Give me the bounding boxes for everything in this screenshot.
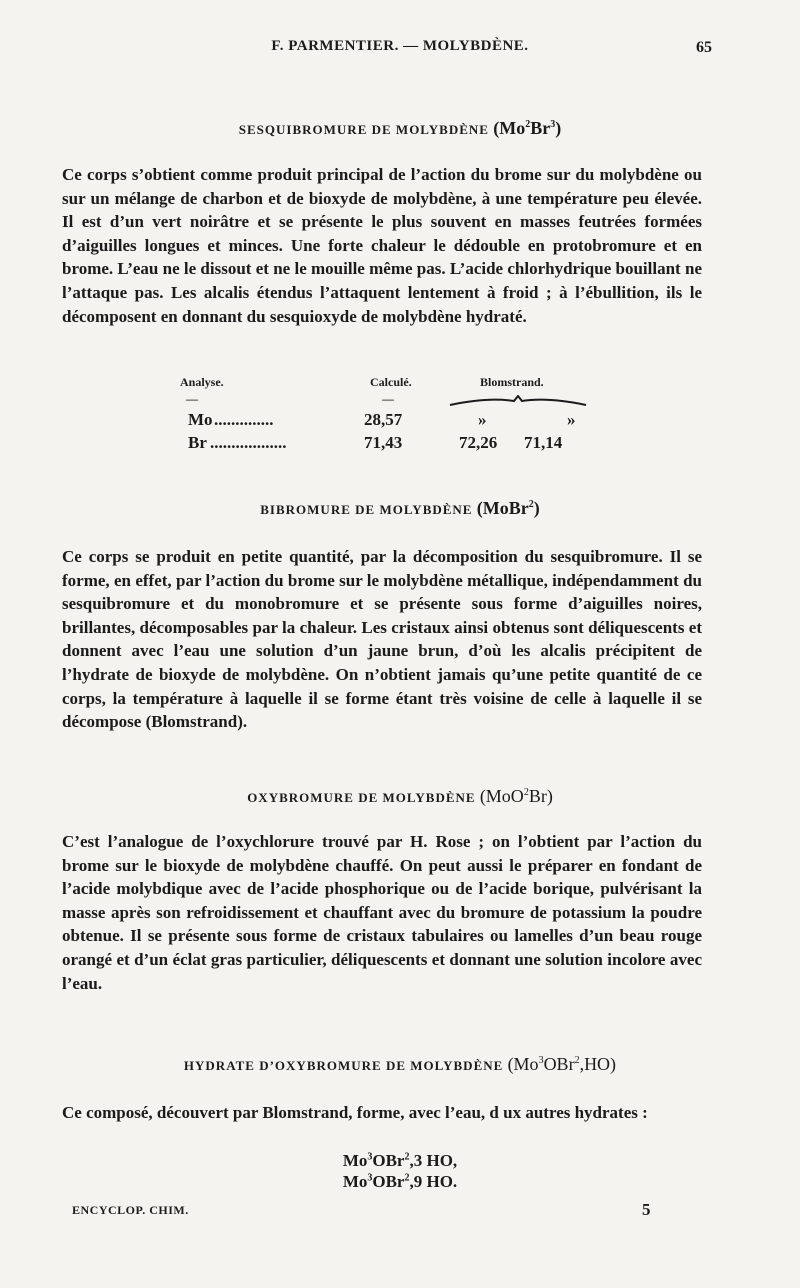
section-title-text: BIBROMURE DE MOLYBDÈNE [260, 502, 473, 517]
row-element: Br [188, 433, 207, 452]
section-title-text: HYDRATE D’OXYBROMURE DE MOLYBDÈNE [183, 1058, 504, 1073]
table-row [0, 410, 800, 432]
paragraph-sesquibromure: Ce corps s’obtient comme produit principal de l’action du brome sur du molybdène ou sur un mélange de charbon et de bioxyde de molybdène, à une température peu élevée. Il est d’un vert noirâtre et se présente le plus souvent en masses feutrées formées d’aiguilles longues et minces. Une forte chaleur le dédouble en protobromure et en brome. L’eau ne le dissout et ne le mouille même pas. L’acide chlorhydrique bouillant ne l’attaque pas. Les alcalis étendus l’attaquent lentement à froid ; à l’ébullition, ils le décomposent en donnant du sesquioxyde de molybdène hydraté. [62, 165, 702, 326]
section-formula: (Mo$^3$OBr$^2$,HO) [507, 1054, 617, 1074]
row-element: Mo [188, 410, 213, 429]
col-header-analyse: Analyse. [180, 375, 224, 389]
row-leader-dots: .................. [210, 433, 287, 452]
section-title-oxybromure [0, 786, 800, 807]
hydrate-formula-1: Mo$^3$OBr$^2$,3 HO, [342, 1151, 458, 1170]
col-header-blomstrand: Blomstrand. [480, 375, 544, 389]
footer-sheet-number: 5 [642, 1200, 651, 1219]
section-formula: (MoBr$^2$) [476, 498, 540, 518]
section-title-text: SESQUIBROMURE DE MOLYBDÈNE [238, 122, 489, 137]
section-title-bibromure [0, 498, 800, 519]
analysis-table-header [0, 375, 800, 395]
brace-bracket [448, 395, 588, 407]
row-blomstrand-1: 72,26 [459, 433, 498, 452]
running-title: F. PARMENTIER. — MOLYBDÈNE. [271, 38, 529, 54]
hydrate-formula-2: Mo$^3$OBr$^2$,9 HO. [342, 1172, 458, 1191]
section-formula: (MoO$^2$Br) [479, 786, 553, 806]
row-blomstrand-2: 71,14 [524, 433, 563, 452]
row-blomstrand-1: » [478, 410, 487, 429]
table-row [0, 433, 800, 455]
dash-analyse: — [186, 392, 198, 406]
section-title-text: OXYBROMURE DE MOLYBDÈNE [247, 790, 476, 805]
row-blomstrand-2: » [567, 410, 576, 429]
page-footer [0, 1200, 800, 1222]
footer-signature: ENCYCLOP. CHIM. [72, 1203, 189, 1217]
row-calc: 28,57 [364, 410, 403, 429]
row-calc: 71,43 [364, 433, 403, 452]
running-header [0, 38, 800, 62]
dash-calcule: — [382, 392, 394, 406]
col-header-calcule: Calculé. [370, 375, 412, 389]
section-title-sesquibromure [0, 118, 800, 139]
row-leader-dots: .............. [214, 410, 274, 429]
paragraph-oxybromure: C’est l’analogue de l’oxychlorure trouvé par H. Rose ; on l’obtient par l’action du brome sur le bioxyde de molybdène chauffé. On peut aussi le préparer en fondant de l’acide molybdique avec de l’acide phosphorique ou de l’acide borique, pulvérisant la masse après son refroidissement et chauffant avec du bromure de potassium la poudre obtenue. Il se présente sous forme de cristaux tabulaires ou lamelles d’un beau rouge orangé et d’un éclat gras particulier, déliquescents et donnant une solution incolore avec l’eau. [62, 832, 702, 993]
paragraph-hydrate: Ce composé, découvert par Blomstrand, forme, avec l’eau, d ux autres hydrates : [62, 1103, 648, 1122]
section-formula: (Mo$^2$Br$^3$) [493, 118, 562, 138]
section-title-hydrate [0, 1054, 800, 1075]
paragraph-bibromure: Ce corps se produit en petite quantité, par la décomposition du sesquibromure. Il se forme, en effet, par l’action du brome sur le molybdène métallique, indépendamment du sesquibromure et du monobromure et se présente sous forme d’aiguilles noires, brillantes, décomposables par la chaleur. Les cristaux ainsi obtenus sont déliquescents et donnent avec l’eau une solution d’un jaune brun, d’où les alcalis précipitent de l’hydrate de bioxyde de molybdène. On n’obtient jamais qu’une petite quantité de ce corps, la température à laquelle il se forme étant très voisine de celle à laquelle il se décompose (Blomstrand). [62, 547, 702, 732]
page-number: 65 [696, 39, 712, 56]
